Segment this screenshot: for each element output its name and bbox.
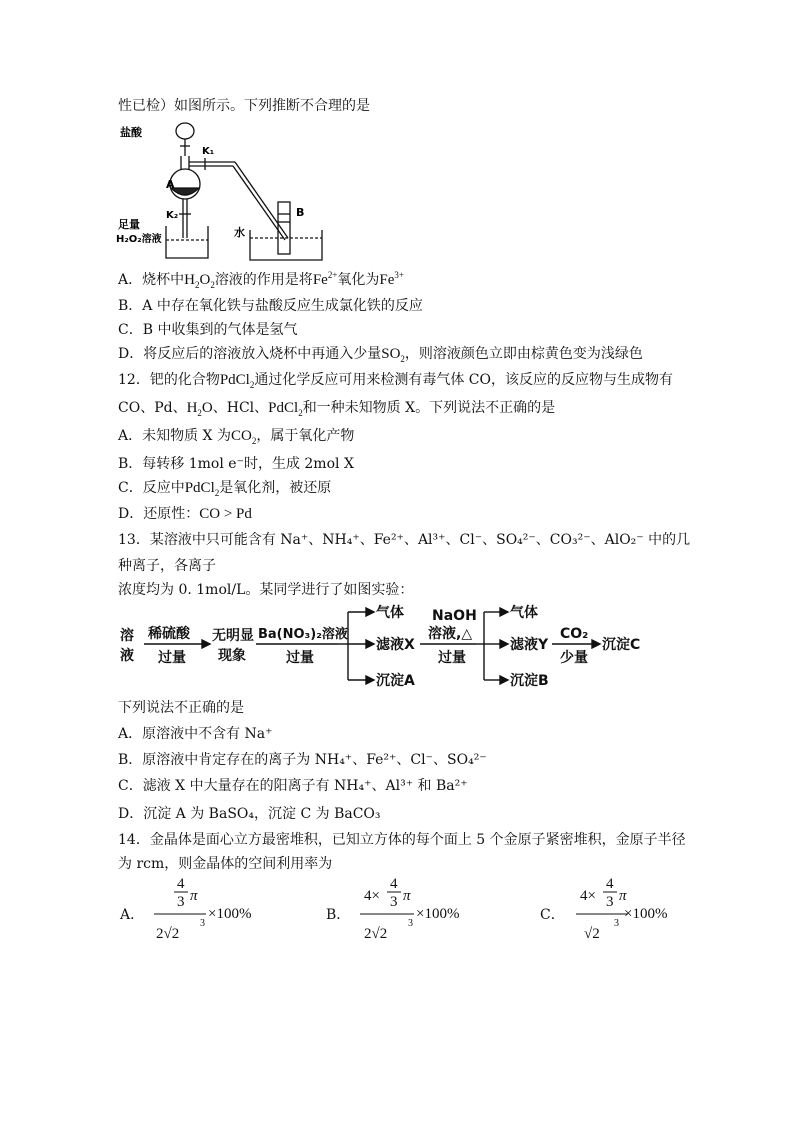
label-a: A	[166, 178, 175, 191]
svg-text:3: 3	[200, 918, 205, 929]
label-water: 水	[234, 226, 245, 239]
flow-step2-bottom: 过量	[286, 650, 314, 666]
svg-text:3: 3	[606, 894, 614, 910]
svg-text:2√2: 2√2	[364, 926, 388, 942]
label-b: B	[296, 206, 305, 219]
q14-option-c-formula	[572, 872, 692, 952]
flow-step1-bottom: 过量	[158, 650, 186, 666]
q14-option-a-formula	[150, 872, 270, 952]
flow-start-2: 液	[120, 648, 134, 664]
label-k2: K₂	[166, 210, 179, 221]
q13-line-3: 浓度均为 0. 1mol/L。某同学进行了如图实验：	[118, 582, 414, 598]
label-reagent-2: H₂O₂溶液	[116, 234, 162, 245]
svg-text:×100%: ×100%	[416, 906, 460, 922]
intro-line: 性已检）如图所示。下列推断不合理的是	[118, 98, 370, 114]
flow-start-1: 溶	[120, 628, 134, 644]
q12-option-a: A．未知物质 X 为$CO_2$，属于氧化产物	[118, 428, 355, 446]
svg-text:π: π	[619, 888, 627, 904]
q14-line-2: 为 rcm，则金晶体的空间利用率为	[118, 856, 333, 872]
q14-line-1: 14．金晶体是面心立方最密堆积，已知立方体的每个面上 5 个金原子紧密堆积，金原子半径	[118, 832, 686, 848]
label-reagent-1: 足量	[118, 218, 140, 231]
svg-text:3: 3	[408, 918, 413, 929]
q12-line-1: 12．钯的化合物PdCl$_2$通过化学反应可用来检测有毒气体 CO，该反应的反应物与生成物有	[118, 372, 673, 390]
q12-line-2: CO、Pd、$H_2O$、HCl、PdCl$_2$和一种未知物质 X。下列说法不正确的是	[118, 400, 556, 418]
flow-result1-1: 无明显	[212, 628, 254, 644]
flow-step4-bottom: 少量	[560, 650, 588, 666]
svg-text:4: 4	[177, 876, 185, 892]
q12-option-d: D．还原性：CO > Pd	[118, 506, 252, 522]
q13-option-c: C．滤液 X 中大量存在的阳离子有 NH₄⁺、Al³⁺ 和 Ba²⁺	[118, 778, 468, 794]
flow-ppt-c: 沉淀C	[602, 637, 641, 653]
label-acid: 盐酸	[120, 126, 142, 139]
flow-step2-top: Ba(NO₃)₂溶液	[258, 627, 348, 642]
svg-text:3: 3	[177, 894, 185, 910]
flow-step3-top-1: NaOH	[432, 608, 477, 624]
q11-option-c: C．B 中收集到的气体是氢气	[118, 322, 298, 338]
flow-step1-top: 稀硫酸	[148, 626, 190, 642]
flow-gas-1: 气体	[376, 605, 404, 621]
flow-diagram	[116, 600, 676, 692]
svg-text:π: π	[403, 888, 411, 904]
svg-text:3: 3	[390, 894, 398, 910]
q13-option-a: A．原溶液中不含有 Na⁺	[118, 726, 273, 742]
flow-filtrate-y: 滤液Y	[510, 637, 549, 653]
q13-question: 下列说法不正确的是	[118, 700, 244, 716]
apparatus-figure	[110, 118, 370, 268]
flow-result1-2: 现象	[218, 648, 246, 664]
q14-option-b-formula	[356, 872, 486, 952]
svg-text:4: 4	[390, 876, 398, 892]
q14-option-b-label: B．	[326, 907, 351, 923]
flow-gas-2: 气体	[510, 605, 538, 621]
q13-line-2: 种离子，各离子	[118, 558, 216, 574]
flow-step4-top: CO₂	[560, 626, 589, 642]
flow-step3-bottom: 过量	[438, 650, 466, 666]
svg-text:×100%: ×100%	[208, 906, 252, 922]
svg-text:×100%: ×100%	[624, 906, 668, 922]
q13-option-b: B．原溶液中肯定存在的离子为 NH₄⁺、Fe²⁺、Cl⁻、SO₄²⁻	[118, 752, 487, 768]
svg-text:π: π	[190, 888, 198, 904]
q13-option-d: D．沉淀 A 为 BaSO₄，沉淀 C 为 BaCO₃	[118, 806, 381, 822]
flow-ppt-a: 沉淀A	[376, 673, 415, 689]
q14-option-c-label: C．	[540, 907, 565, 923]
svg-text:4: 4	[606, 876, 614, 892]
svg-text:4×: 4×	[364, 888, 380, 904]
flow-filtrate-x: 滤液X	[376, 637, 415, 653]
q14-option-a-label: A．	[120, 907, 145, 923]
q11-option-a: A．烧杯中$H_2O_2$溶液的作用是将$Fe^{2+}$氧化为$Fe^{3+}$	[118, 270, 404, 290]
flow-ppt-b: 沉淀B	[510, 673, 549, 689]
svg-text:4×: 4×	[580, 888, 596, 904]
q11-option-d: D．将反应后的溶液放入烧杯中再通入少量$SO_2$，则溶液颜色立即由棕黄色变为浅绿色	[118, 346, 643, 364]
q11-option-b: B．A 中存在氧化铁与盐酸反应生成氯化铁的反应	[118, 298, 423, 314]
svg-text:3: 3	[614, 918, 619, 929]
q13-line-1: 13．某溶液中只可能含有 Na⁺、NH₄⁺、Fe²⁺、Al³⁺、Cl⁻、SO₄²⁻、CO₃²⁻、AlO₂⁻ 中的几	[118, 532, 691, 548]
q12-option-b: B．每转移 1mol e⁻时，生成 2mol X	[118, 456, 354, 472]
label-k1: K₁	[202, 146, 215, 157]
flow-step3-top-2: 溶液,△	[428, 626, 473, 642]
svg-text:2√2: 2√2	[156, 926, 180, 942]
q12-option-c: C．反应中PdCl$_2$是氧化剂，被还原	[118, 480, 332, 498]
svg-text:√2: √2	[584, 926, 600, 942]
